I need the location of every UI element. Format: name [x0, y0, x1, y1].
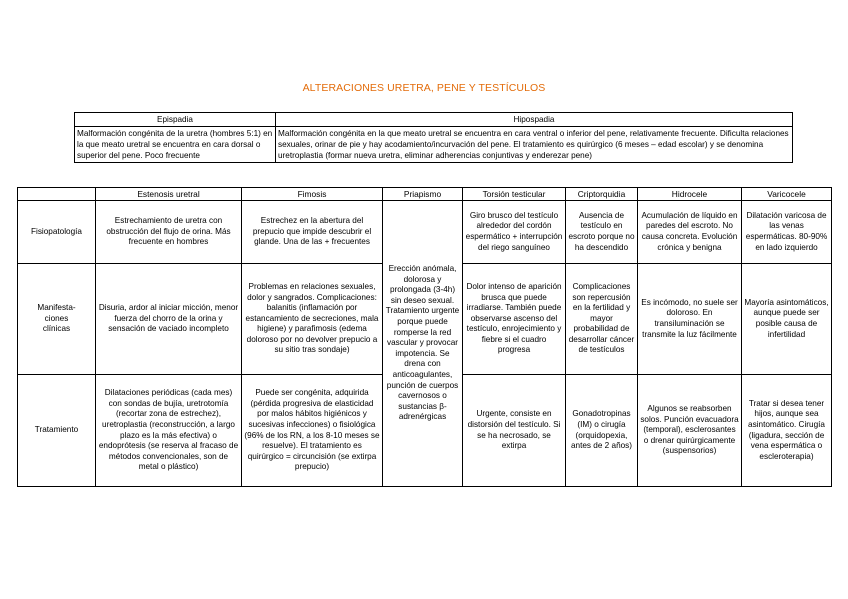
header-epispadia: Epispadia: [75, 113, 276, 127]
cell-fimosis-tratamiento: Puede ser congénita, adquirida (pérdida progresiva de elasticidad por malos hábitos higiénicos y sucesivas infecciones) o fisiológica (96% de los RN, a los 8-10 meses se resuelve). El tratamiento es quirúrgico = circuncisión (se extirpa prepucio): [242, 375, 383, 487]
cell-hidrocele-tratamiento: Algunos se reabsorben solos. Punción evacuadora (temporal), esclerosantes o drenar quirúrgicamente (suspensorios): [638, 375, 742, 487]
row-label-manifestaciones: Manifesta- ciones clínicas: [18, 264, 96, 375]
col-header-hidrocele: Hidrocele: [638, 188, 742, 201]
cell-priapismo: Erección anómala, dolorosa y prolongada (3-4h) sin deseo sexual. Tratamiento urgente porque puede romperse la red vascular y provocar impotencia. Se drena con anticoagulantes, punción de cuerpos cavernosos o sustancias β-adrenérgicas: [383, 201, 463, 487]
page-title: ALTERACIONES URETRA, PENE Y TESTÍCULOS: [302, 82, 546, 94]
row-label-fisiopatologia: Fisiopatología: [18, 201, 96, 264]
cell-torsion-tratamiento: Urgente, consiste en distorsión del testículo. Si se ha necrosado, se extirpa: [463, 375, 566, 487]
epispadia-hipospadia-table: [74, 112, 793, 163]
cell-estenosis-manifestaciones: Disuria, ardor al iniciar micción, menor fuerza del chorro de la orina y sensación de vaciado incompleto: [96, 264, 242, 375]
cell-cripto-fisiopatologia: Ausencia de testículo en escroto porque no ha descendido: [566, 201, 638, 264]
cell-estenosis-fisiopatologia: Estrechamiento de uretra con obstrucción del flujo de orina. Más frecuente en hombres: [96, 201, 242, 264]
col-header-varicocele: Varicocele: [742, 188, 832, 201]
col-header-criptorquidia: Criptorquidia: [566, 188, 638, 201]
cell-varicocele-fisiopatologia: Dilatación varicosa de las venas espermáticas. 80-90% en lado izquierdo: [742, 201, 832, 264]
cell-torsion-manifestaciones: Dolor intenso de aparición brusca que puede irradiarse. También puede observarse ascenso del testículo, enrojecimiento y fiebre si el cuadro progresa: [463, 264, 566, 375]
cell-estenosis-tratamiento: Dilataciones periódicas (cada mes) con sondas de bujía, uretrotomía (recortar zona de estrechez), uretroplastia (reconstrucción, a largo plazo es la más efectiva) o endoprótesis (se reserva al fracaso de métodos convencionales, son de metal o plástico): [96, 375, 242, 487]
cell-varicocele-manifestaciones: Mayoría asintomáticos, aunque puede ser posible causa de infertilidad: [742, 264, 832, 375]
col-header-fimosis: Fimosis: [242, 188, 383, 201]
cell-cripto-tratamiento: Gonadotropinas (IM) o cirugía (orquidopexia, antes de 2 años): [566, 375, 638, 487]
cell-epispadia: Malformación congénita de la uretra (hombres 5:1) en la que meato uretral se encuentra en cara dorsal o superior del pene. Poco frecuente: [75, 127, 276, 163]
col-header-estenosis: Estenosis uretral: [96, 188, 242, 201]
col-header-priapismo: Priapismo: [383, 188, 463, 201]
cell-hidrocele-fisiopatologia: Acumulación de líquido en paredes del escroto. No causa concreta. Evolución crónica y benigna: [638, 201, 742, 264]
col-header-torsion: Torsión testicular: [463, 188, 566, 201]
corner-cell: [18, 188, 96, 201]
header-hipospadia: Hipospadia: [276, 113, 793, 127]
cell-cripto-manifestaciones: Complicaciones son repercusión en la fertilidad y mayor probabilidad de desarrollar cáncer de testículos: [566, 264, 638, 375]
alteraciones-table: [17, 187, 832, 487]
cell-torsion-fisiopatologia: Giro brusco del testículo alrededor del cordón espermático + interrupción del riego sanguíneo: [463, 201, 566, 264]
cell-hidrocele-manifestaciones: Es incómodo, no suele ser doloroso. En transiluminación se transmite la luz fácilmente: [638, 264, 742, 375]
cell-fimosis-fisiopatologia: Estrechez en la abertura del prepucio que impide descubrir el glande. Una de las + frecuentes: [242, 201, 383, 264]
row-label-tratamiento: Tratamiento: [18, 375, 96, 487]
cell-fimosis-manifestaciones: Problemas en relaciones sexuales, dolor y sangrados. Complicaciones: balanitis (inflamación por estancamiento de secreciones, mala higiene) y parafimosis (edema doloroso por no devolver prepucio a su sitio tras sondaje): [242, 264, 383, 375]
cell-hipospadia: Malformación congénita en la que meato uretral se encuentra en cara ventral o inferior del pene, relativamente frecuente. Dificulta relaciones sexuales, orinar de pie y hay acodamiento/incurvación del pene. El tratamiento es quirúrgico (6 meses – edad escolar) y se denomina uretroplastia (formar nueva uretra, eliminar adherencias conjuntivas y enderezar pene): [276, 127, 793, 163]
cell-varicocele-tratamiento: Tratar si desea tener hijos, aunque sea asintomático. Cirugía (ligadura, sección de vena espermática o escleroterapia): [742, 375, 832, 487]
